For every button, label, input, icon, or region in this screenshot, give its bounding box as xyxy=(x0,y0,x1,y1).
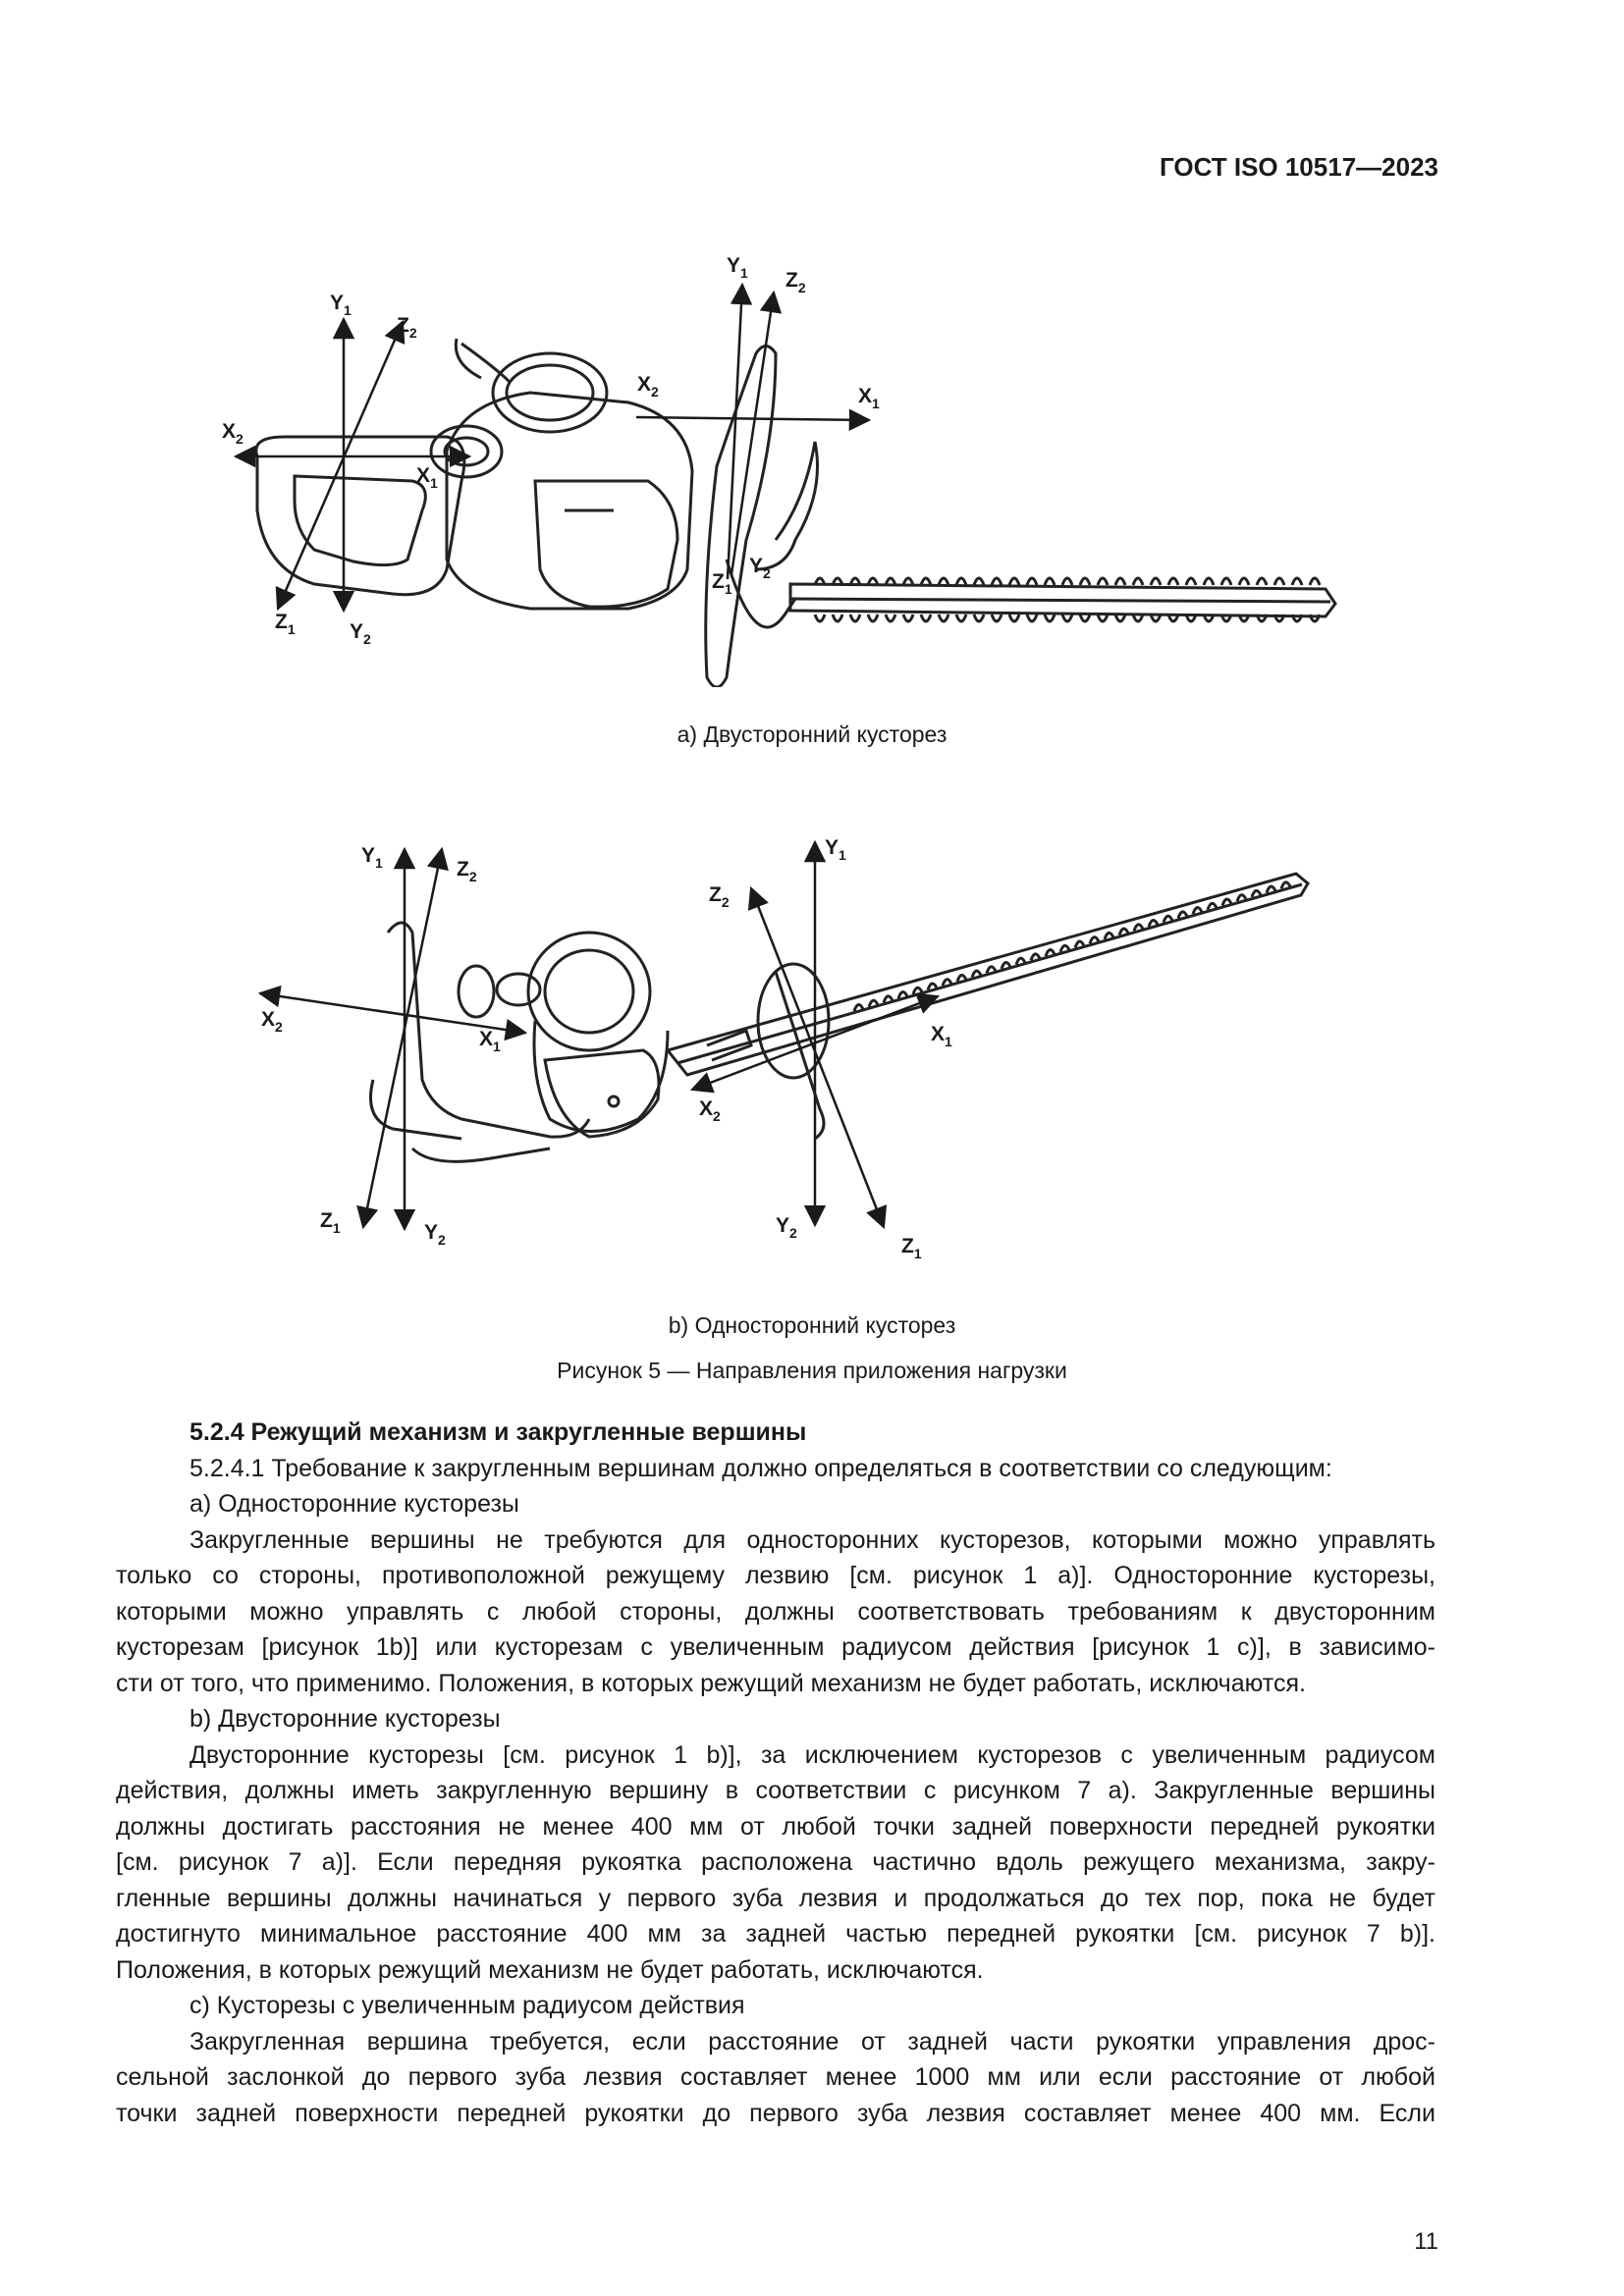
label-z2: $Z_2$ xyxy=(397,314,417,341)
axis-labels-left xyxy=(261,844,501,1248)
label-z2: $Z_2$ xyxy=(709,883,730,910)
paragraph-line: [см. рисунок 7 а)]. Если передняя рукоятка расположена частично вдоль режущего механизма, закру- xyxy=(116,1848,1435,1876)
page-number: 11 xyxy=(1414,2228,1438,2255)
subheading: а) Односторонние кусторезы xyxy=(189,1490,519,1518)
label-y1: $Y_1$ xyxy=(825,836,846,863)
paragraph-line: достигнуто минимальное расстояние 400 мм за задней частью передней рукоятки [см. рисунок 7 b)]. xyxy=(116,1920,1435,1948)
label-z1: $Z_1$ xyxy=(712,570,732,597)
paragraph-line: которыми можно управлять с любой стороны, должны соответствовать требованиям к двусторонним xyxy=(116,1597,1435,1626)
label-y2: $Y_2$ xyxy=(776,1214,797,1241)
label-x1: $X_1$ xyxy=(416,464,438,491)
label-x1: $X_1$ xyxy=(858,385,880,411)
paragraph-line: сельной заслонкой до первого зуба лезвия составляет менее 1000 мм или если расстояние от любой xyxy=(116,2063,1435,2091)
axis-z-line xyxy=(731,293,774,574)
label-x2: $X_2$ xyxy=(637,373,659,400)
paragraph-line: Положения, в которых режущий механизм не будет работать, исключаются. xyxy=(116,1955,984,1984)
label-y2: $Y_2$ xyxy=(749,555,771,581)
paragraph-line: Двусторонние кусторезы [см. рисунок 1 b)], за исключением кусторезов с увеличенным радиусом xyxy=(189,1740,1435,1769)
label-z1: $Z_1$ xyxy=(320,1209,341,1236)
label-z2: $Z_2$ xyxy=(785,269,806,295)
paragraph-line: Закругленные вершины не требуются для односторонних кусторезов, которыми можно управлять xyxy=(189,1525,1435,1554)
blade-teeth xyxy=(854,882,1290,1011)
label-x2: $X_2$ xyxy=(699,1097,721,1124)
paragraph-line: 5.2.4.1 Требование к закругленным вершинам должно определяться в соответствии со следующим: xyxy=(189,1454,1332,1482)
label-y1: $Y_1$ xyxy=(727,254,748,281)
subheading: b) Двусторонние кусторезы xyxy=(189,1705,501,1733)
label-y2: $Y_2$ xyxy=(350,620,371,647)
figure-a-caption: а) Двусторонний кусторез xyxy=(677,721,947,747)
section-text xyxy=(116,1415,1435,2131)
section-heading: 5.2.4 Режущий механизм и закругленные вершины xyxy=(189,1418,807,1446)
figure-b-single-sided-trimmer xyxy=(0,825,1624,1266)
axis-z-line xyxy=(751,888,884,1227)
label-z1: $Z_1$ xyxy=(275,611,296,637)
paragraph-line: гленные вершины должны начинаться у первого зуба лезвия и продолжаться до тех пор, пока не будет xyxy=(116,1884,1435,1912)
paragraph-line: кусторезам [рисунок 1b)] или кусторезам с увеличенным радиусом действия [рисунок 1 с)], в зависимо- xyxy=(116,1633,1435,1661)
axis-z-line xyxy=(363,849,442,1227)
label-x1: $X_1$ xyxy=(479,1028,501,1054)
axis-x-line xyxy=(636,417,869,420)
paragraph-line: действия, должны иметь закругленную вершину в соответствии с рисунком 7 а). Закругленные вершины xyxy=(116,1777,1435,1804)
label-x2: $X_2$ xyxy=(222,420,244,447)
label-y1: $Y_1$ xyxy=(361,844,383,871)
paragraph-line: точки задней поверхности передней рукоятки до первого зуба лезвия составляет менее 400 мм. Если xyxy=(116,2099,1435,2127)
label-x2: $X_2$ xyxy=(261,1008,283,1035)
paragraph-line: только со стороны, противоположной режущему лезвию [см. рисунок 1 а)]. Односторонние кусторезы, xyxy=(116,1562,1435,1589)
label-y2: $Y_2$ xyxy=(424,1221,446,1248)
paragraph-line: сти от того, что применимо. Положения, в которых режущий механизм не будет работать, исключаются. xyxy=(116,1669,1306,1697)
paragraph-line: Закругленная вершина требуется, если расстояние от задней части рукоятки управления дрос- xyxy=(189,2027,1435,2056)
label-y1: $Y_1$ xyxy=(330,292,352,318)
figure-b-drawing xyxy=(0,825,1624,1266)
figure-a-drawing xyxy=(0,245,1624,687)
subheading: с) Кусторезы с увеличенным радиусом действия xyxy=(189,1992,745,2019)
figure-b-caption: b) Односторонний кусторез xyxy=(668,1312,956,1338)
label-z1: $Z_1$ xyxy=(901,1235,922,1261)
standard-designation: ГОСТ ISO 10517—2023 xyxy=(1159,152,1438,182)
label-z2: $Z_2$ xyxy=(457,858,477,884)
figure-title: Рисунок 5 — Направления приложения нагрузки xyxy=(557,1358,1067,1383)
force-axes-right xyxy=(636,285,869,579)
hedge-trimmer-illustration xyxy=(256,339,1335,687)
figure-a-double-sided-trimmer xyxy=(0,245,1624,687)
paragraph-line: должны достигать расстояния не менее 400 мм от любой точки задней поверхности передней рукоятки xyxy=(116,1812,1435,1841)
label-x1: $X_1$ xyxy=(931,1023,952,1049)
